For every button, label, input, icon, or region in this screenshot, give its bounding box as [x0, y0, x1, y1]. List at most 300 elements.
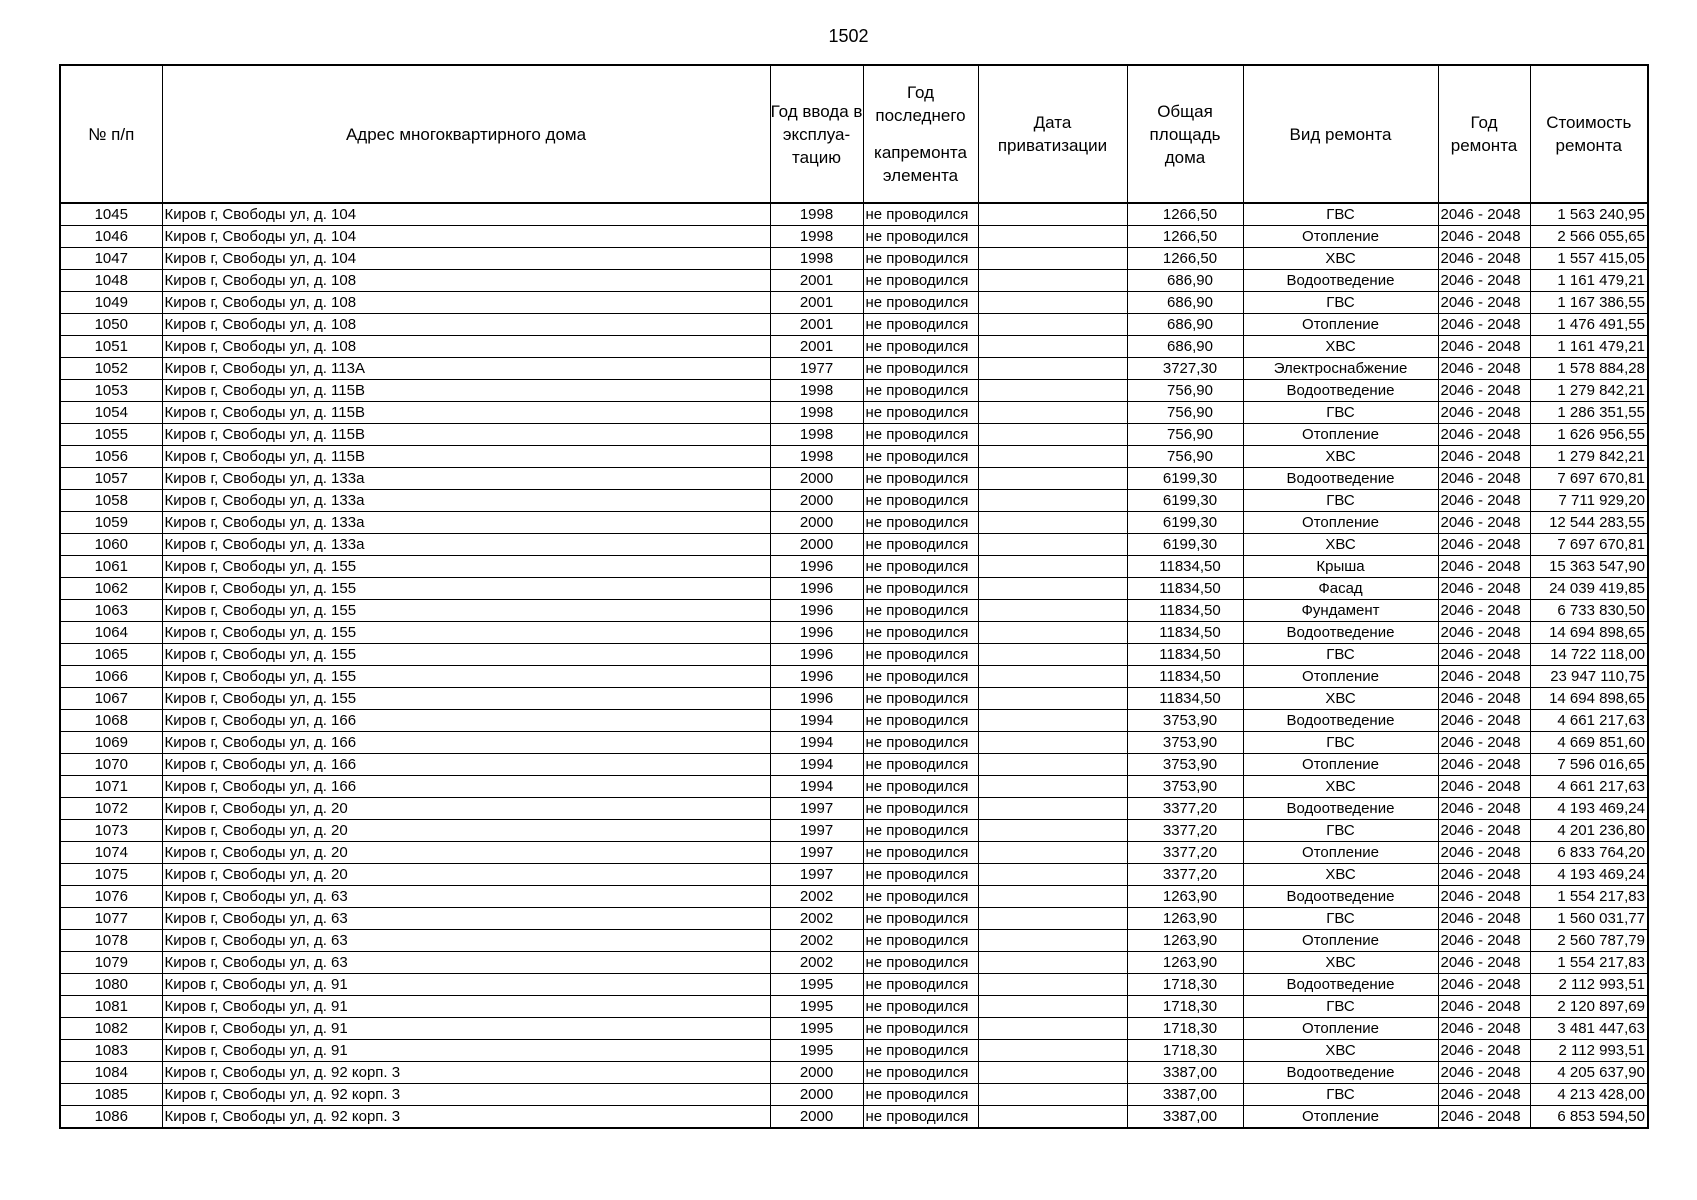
row-cost: 1 578 884,28	[1530, 358, 1648, 380]
row-cost: 15 363 547,90	[1530, 556, 1648, 578]
row-area: 686,90	[1127, 270, 1243, 292]
table-row	[60, 424, 1648, 446]
row-repair-kind: ГВС	[1243, 1084, 1438, 1106]
row-privatization	[978, 468, 1127, 490]
row-year-built: 2000	[770, 512, 863, 534]
row-area: 1718,30	[1127, 1018, 1243, 1040]
row-year-built: 2001	[770, 292, 863, 314]
table-row	[60, 952, 1648, 974]
row-address: Киров г, Свободы ул, д. 166	[162, 776, 770, 798]
header-repair-kind: Вид ремонта	[1243, 65, 1438, 203]
row-privatization	[978, 1062, 1127, 1084]
row-repair-kind: Водоотведение	[1243, 710, 1438, 732]
row-repair-kind: ХВС	[1243, 1040, 1438, 1062]
row-cost: 14 694 898,65	[1530, 688, 1648, 710]
row-repair-period: 2046 - 2048	[1438, 226, 1530, 248]
row-area: 11834,50	[1127, 578, 1243, 600]
row-last-repair: не проводился	[863, 1062, 978, 1084]
row-year-built: 1997	[770, 842, 863, 864]
row-number: 1060	[60, 534, 162, 556]
row-privatization	[978, 380, 1127, 402]
row-repair-period: 2046 - 2048	[1438, 864, 1530, 886]
row-area: 11834,50	[1127, 688, 1243, 710]
table-row	[60, 666, 1648, 688]
row-year-built: 2001	[770, 270, 863, 292]
row-number: 1076	[60, 886, 162, 908]
row-address: Киров г, Свободы ул, д. 104	[162, 203, 770, 226]
row-number: 1085	[60, 1084, 162, 1106]
table-row	[60, 358, 1648, 380]
row-year-built: 2002	[770, 930, 863, 952]
row-privatization	[978, 1018, 1127, 1040]
row-area: 3727,30	[1127, 358, 1243, 380]
row-address: Киров г, Свободы ул, д. 92 корп. 3	[162, 1084, 770, 1106]
row-repair-kind: ХВС	[1243, 688, 1438, 710]
row-last-repair: не проводился	[863, 556, 978, 578]
row-number: 1066	[60, 666, 162, 688]
row-privatization	[978, 490, 1127, 512]
row-repair-period: 2046 - 2048	[1438, 270, 1530, 292]
row-last-repair: не проводился	[863, 842, 978, 864]
table-row	[60, 820, 1648, 842]
row-privatization	[978, 556, 1127, 578]
row-area: 6199,30	[1127, 468, 1243, 490]
row-number: 1061	[60, 556, 162, 578]
row-area: 11834,50	[1127, 600, 1243, 622]
row-area: 11834,50	[1127, 644, 1243, 666]
row-address: Киров г, Свободы ул, д. 155	[162, 688, 770, 710]
table-row	[60, 688, 1648, 710]
row-area: 1266,50	[1127, 226, 1243, 248]
row-repair-kind: Водоотведение	[1243, 798, 1438, 820]
row-year-built: 2002	[770, 952, 863, 974]
row-repair-kind: Водоотведение	[1243, 886, 1438, 908]
table-row	[60, 798, 1648, 820]
table-row	[60, 468, 1648, 490]
row-cost: 4 193 469,24	[1530, 864, 1648, 886]
row-address: Киров г, Свободы ул, д. 108	[162, 292, 770, 314]
row-cost: 1 279 842,21	[1530, 446, 1648, 468]
row-address: Киров г, Свободы ул, д. 133а	[162, 534, 770, 556]
row-repair-period: 2046 - 2048	[1438, 996, 1530, 1018]
table-row	[60, 512, 1648, 534]
table-row	[60, 556, 1648, 578]
row-area: 11834,50	[1127, 622, 1243, 644]
row-repair-kind: Фундамент	[1243, 600, 1438, 622]
row-repair-kind: Отопление	[1243, 226, 1438, 248]
row-year-built: 1995	[770, 974, 863, 996]
row-address: Киров г, Свободы ул, д. 20	[162, 864, 770, 886]
row-number: 1049	[60, 292, 162, 314]
row-address: Киров г, Свободы ул, д. 166	[162, 732, 770, 754]
row-number: 1064	[60, 622, 162, 644]
row-address: Киров г, Свободы ул, д. 92 корп. 3	[162, 1062, 770, 1084]
row-repair-period: 2046 - 2048	[1438, 534, 1530, 556]
row-privatization	[978, 798, 1127, 820]
row-cost: 7 697 670,81	[1530, 534, 1648, 556]
row-number: 1075	[60, 864, 162, 886]
row-last-repair: не проводился	[863, 820, 978, 842]
row-repair-period: 2046 - 2048	[1438, 1084, 1530, 1106]
row-repair-period: 2046 - 2048	[1438, 930, 1530, 952]
row-repair-kind: ХВС	[1243, 534, 1438, 556]
row-repair-period: 2046 - 2048	[1438, 666, 1530, 688]
row-area: 1718,30	[1127, 996, 1243, 1018]
row-cost: 4 213 428,00	[1530, 1084, 1648, 1106]
row-address: Киров г, Свободы ул, д. 166	[162, 754, 770, 776]
row-privatization	[978, 622, 1127, 644]
row-address: Киров г, Свободы ул, д. 133а	[162, 468, 770, 490]
header-num: № п/п	[60, 65, 162, 203]
row-repair-kind: ХВС	[1243, 336, 1438, 358]
row-number: 1062	[60, 578, 162, 600]
row-address: Киров г, Свободы ул, д. 108	[162, 314, 770, 336]
row-repair-period: 2046 - 2048	[1438, 336, 1530, 358]
row-number: 1050	[60, 314, 162, 336]
row-year-built: 1998	[770, 248, 863, 270]
row-year-built: 1997	[770, 820, 863, 842]
row-area: 1718,30	[1127, 1040, 1243, 1062]
row-repair-kind: Отопление	[1243, 930, 1438, 952]
row-cost: 14 722 118,00	[1530, 644, 1648, 666]
row-address: Киров г, Свободы ул, д. 92 корп. 3	[162, 1106, 770, 1129]
row-year-built: 1996	[770, 688, 863, 710]
row-area: 3387,00	[1127, 1062, 1243, 1084]
row-privatization	[978, 688, 1127, 710]
row-area: 3377,20	[1127, 842, 1243, 864]
row-cost: 4 661 217,63	[1530, 710, 1648, 732]
row-area: 686,90	[1127, 314, 1243, 336]
row-privatization	[978, 292, 1127, 314]
row-area: 1263,90	[1127, 886, 1243, 908]
row-area: 3753,90	[1127, 732, 1243, 754]
row-privatization	[978, 974, 1127, 996]
row-address: Киров г, Свободы ул, д. 20	[162, 842, 770, 864]
row-cost: 14 694 898,65	[1530, 622, 1648, 644]
row-year-built: 1998	[770, 402, 863, 424]
row-repair-period: 2046 - 2048	[1438, 424, 1530, 446]
row-year-built: 1997	[770, 864, 863, 886]
table-row	[60, 402, 1648, 424]
row-last-repair: не проводился	[863, 886, 978, 908]
table-row	[60, 314, 1648, 336]
row-area: 756,90	[1127, 424, 1243, 446]
row-repair-period: 2046 - 2048	[1438, 512, 1530, 534]
row-last-repair: не проводился	[863, 203, 978, 226]
row-address: Киров г, Свободы ул, д. 133а	[162, 490, 770, 512]
row-area: 3377,20	[1127, 798, 1243, 820]
row-number: 1067	[60, 688, 162, 710]
row-cost: 2 112 993,51	[1530, 974, 1648, 996]
row-repair-kind: ХВС	[1243, 952, 1438, 974]
row-area: 1263,90	[1127, 908, 1243, 930]
row-cost: 1 557 415,05	[1530, 248, 1648, 270]
row-cost: 3 481 447,63	[1530, 1018, 1648, 1040]
row-address: Киров г, Свободы ул, д. 104	[162, 226, 770, 248]
row-privatization	[978, 270, 1127, 292]
row-number: 1058	[60, 490, 162, 512]
row-last-repair: не проводился	[863, 622, 978, 644]
header-area: Общая площадь дома	[1127, 65, 1243, 203]
row-last-repair: не проводился	[863, 446, 978, 468]
row-last-repair: не проводился	[863, 688, 978, 710]
row-address: Киров г, Свободы ул, д. 91	[162, 1040, 770, 1062]
row-cost: 1 554 217,83	[1530, 952, 1648, 974]
row-number: 1074	[60, 842, 162, 864]
row-cost: 1 279 842,21	[1530, 380, 1648, 402]
table-row	[60, 886, 1648, 908]
row-privatization	[978, 710, 1127, 732]
row-year-built: 1995	[770, 1040, 863, 1062]
row-last-repair: не проводился	[863, 908, 978, 930]
row-number: 1083	[60, 1040, 162, 1062]
row-number: 1084	[60, 1062, 162, 1084]
row-cost: 1 161 479,21	[1530, 336, 1648, 358]
row-privatization	[978, 1106, 1127, 1129]
row-last-repair: не проводился	[863, 490, 978, 512]
row-last-repair: не проводился	[863, 644, 978, 666]
table-row	[60, 336, 1648, 358]
header-last-repair-line1: Год последнего	[875, 83, 966, 125]
row-number: 1078	[60, 930, 162, 952]
row-number: 1086	[60, 1106, 162, 1129]
row-address: Киров г, Свободы ул, д. 113А	[162, 358, 770, 380]
row-address: Киров г, Свободы ул, д. 155	[162, 622, 770, 644]
row-repair-kind: ГВС	[1243, 732, 1438, 754]
row-cost: 4 669 851,60	[1530, 732, 1648, 754]
row-repair-kind: Отопление	[1243, 666, 1438, 688]
row-cost: 7 697 670,81	[1530, 468, 1648, 490]
row-number: 1045	[60, 203, 162, 226]
row-repair-kind: ГВС	[1243, 908, 1438, 930]
table-row	[60, 622, 1648, 644]
row-repair-kind: Водоотведение	[1243, 380, 1438, 402]
row-cost: 12 544 283,55	[1530, 512, 1648, 534]
row-area: 3753,90	[1127, 776, 1243, 798]
row-number: 1051	[60, 336, 162, 358]
row-address: Киров г, Свободы ул, д. 63	[162, 886, 770, 908]
table-row	[60, 974, 1648, 996]
row-year-built: 1998	[770, 446, 863, 468]
row-number: 1070	[60, 754, 162, 776]
row-repair-period: 2046 - 2048	[1438, 798, 1530, 820]
row-year-built: 1998	[770, 226, 863, 248]
row-address: Киров г, Свободы ул, д. 115В	[162, 424, 770, 446]
row-cost: 6 733 830,50	[1530, 600, 1648, 622]
row-area: 11834,50	[1127, 556, 1243, 578]
row-repair-period: 2046 - 2048	[1438, 732, 1530, 754]
table-row	[60, 996, 1648, 1018]
row-repair-period: 2046 - 2048	[1438, 908, 1530, 930]
table-row	[60, 600, 1648, 622]
row-address: Киров г, Свободы ул, д. 104	[162, 248, 770, 270]
row-privatization	[978, 446, 1127, 468]
row-address: Киров г, Свободы ул, д. 20	[162, 798, 770, 820]
row-cost: 1 286 351,55	[1530, 402, 1648, 424]
row-repair-period: 2046 - 2048	[1438, 446, 1530, 468]
row-repair-kind: ГВС	[1243, 490, 1438, 512]
row-privatization	[978, 842, 1127, 864]
table-row	[60, 1062, 1648, 1084]
header-repair-year: Год ремонта	[1438, 65, 1530, 203]
row-cost: 1 563 240,95	[1530, 203, 1648, 226]
row-repair-kind: Водоотведение	[1243, 1062, 1438, 1084]
row-repair-kind: Водоотведение	[1243, 270, 1438, 292]
table-row	[60, 842, 1648, 864]
row-privatization	[978, 754, 1127, 776]
row-last-repair: не проводился	[863, 380, 978, 402]
row-repair-kind: ХВС	[1243, 864, 1438, 886]
row-area: 3387,00	[1127, 1106, 1243, 1129]
row-year-built: 1994	[770, 732, 863, 754]
row-cost: 4 201 236,80	[1530, 820, 1648, 842]
row-privatization	[978, 886, 1127, 908]
row-area: 756,90	[1127, 380, 1243, 402]
row-repair-period: 2046 - 2048	[1438, 314, 1530, 336]
row-year-built: 2002	[770, 908, 863, 930]
header-address: Адрес многоквартирного дома	[162, 65, 770, 203]
header-last-repair	[863, 65, 978, 203]
row-year-built: 2000	[770, 1062, 863, 1084]
table-row	[60, 1084, 1648, 1106]
row-address: Киров г, Свободы ул, д. 155	[162, 666, 770, 688]
row-privatization	[978, 358, 1127, 380]
row-privatization	[978, 226, 1127, 248]
row-privatization	[978, 578, 1127, 600]
row-privatization	[978, 512, 1127, 534]
page-number: 1502	[828, 26, 869, 46]
row-year-built: 1997	[770, 798, 863, 820]
row-area: 11834,50	[1127, 666, 1243, 688]
row-repair-period: 2046 - 2048	[1438, 248, 1530, 270]
row-privatization	[978, 666, 1127, 688]
row-number: 1047	[60, 248, 162, 270]
row-cost: 7 711 929,20	[1530, 490, 1648, 512]
row-cost: 4 193 469,24	[1530, 798, 1648, 820]
row-area: 3377,20	[1127, 820, 1243, 842]
row-number: 1063	[60, 600, 162, 622]
table-row	[60, 203, 1648, 226]
row-repair-kind: ХВС	[1243, 446, 1438, 468]
table-row	[60, 270, 1648, 292]
row-number: 1072	[60, 798, 162, 820]
row-repair-period: 2046 - 2048	[1438, 644, 1530, 666]
row-year-built: 1977	[770, 358, 863, 380]
row-repair-kind: ГВС	[1243, 292, 1438, 314]
row-repair-period: 2046 - 2048	[1438, 556, 1530, 578]
row-year-built: 1998	[770, 424, 863, 446]
row-area: 1266,50	[1127, 203, 1243, 226]
row-cost: 4 661 217,63	[1530, 776, 1648, 798]
row-privatization	[978, 336, 1127, 358]
row-address: Киров г, Свободы ул, д. 20	[162, 820, 770, 842]
row-last-repair: не проводился	[863, 974, 978, 996]
row-privatization	[978, 600, 1127, 622]
row-number: 1048	[60, 270, 162, 292]
row-last-repair: не проводился	[863, 402, 978, 424]
repair-table	[59, 64, 1649, 1129]
row-address: Киров г, Свободы ул, д. 115В	[162, 380, 770, 402]
row-last-repair: не проводился	[863, 864, 978, 886]
row-cost: 2 120 897,69	[1530, 996, 1648, 1018]
table-row	[60, 1106, 1648, 1129]
row-number: 1056	[60, 446, 162, 468]
row-area: 1266,50	[1127, 248, 1243, 270]
row-year-built: 2001	[770, 314, 863, 336]
row-repair-period: 2046 - 2048	[1438, 776, 1530, 798]
table-row	[60, 930, 1648, 952]
row-last-repair: не проводился	[863, 1106, 978, 1129]
row-last-repair: не проводился	[863, 336, 978, 358]
row-last-repair: не проводился	[863, 270, 978, 292]
row-privatization	[978, 930, 1127, 952]
table-row	[60, 578, 1648, 600]
table-row	[60, 776, 1648, 798]
row-number: 1057	[60, 468, 162, 490]
row-year-built: 1994	[770, 776, 863, 798]
row-address: Киров г, Свободы ул, д. 91	[162, 996, 770, 1018]
row-address: Киров г, Свободы ул, д. 63	[162, 908, 770, 930]
row-year-built: 1994	[770, 754, 863, 776]
row-repair-kind: Отопление	[1243, 754, 1438, 776]
row-number: 1069	[60, 732, 162, 754]
row-last-repair: не проводился	[863, 424, 978, 446]
row-repair-kind: Водоотведение	[1243, 622, 1438, 644]
row-last-repair: не проводился	[863, 534, 978, 556]
row-area: 6199,30	[1127, 512, 1243, 534]
row-cost: 1 554 217,83	[1530, 886, 1648, 908]
row-repair-period: 2046 - 2048	[1438, 688, 1530, 710]
row-year-built: 1996	[770, 556, 863, 578]
row-number: 1059	[60, 512, 162, 534]
row-cost: 1 167 386,55	[1530, 292, 1648, 314]
row-repair-period: 2046 - 2048	[1438, 886, 1530, 908]
row-repair-period: 2046 - 2048	[1438, 974, 1530, 996]
row-last-repair: не проводился	[863, 710, 978, 732]
row-year-built: 2000	[770, 490, 863, 512]
row-last-repair: не проводился	[863, 952, 978, 974]
row-privatization	[978, 820, 1127, 842]
header-year-built: Год ввода в эксплуа-тацию	[770, 65, 863, 203]
row-repair-period: 2046 - 2048	[1438, 292, 1530, 314]
row-address: Киров г, Свободы ул, д. 155	[162, 578, 770, 600]
header-privatization: Дата приватизации	[978, 65, 1127, 203]
row-address: Киров г, Свободы ул, д. 133а	[162, 512, 770, 534]
row-number: 1082	[60, 1018, 162, 1040]
row-address: Киров г, Свободы ул, д. 166	[162, 710, 770, 732]
row-number: 1052	[60, 358, 162, 380]
row-last-repair: не проводился	[863, 314, 978, 336]
row-year-built: 1995	[770, 996, 863, 1018]
row-area: 6199,30	[1127, 534, 1243, 556]
row-repair-kind: ГВС	[1243, 644, 1438, 666]
row-repair-period: 2046 - 2048	[1438, 842, 1530, 864]
row-address: Киров г, Свободы ул, д. 155	[162, 556, 770, 578]
row-repair-period: 2046 - 2048	[1438, 1040, 1530, 1062]
row-privatization	[978, 952, 1127, 974]
row-address: Киров г, Свободы ул, д. 115В	[162, 402, 770, 424]
row-cost: 1 476 491,55	[1530, 314, 1648, 336]
row-repair-period: 2046 - 2048	[1438, 952, 1530, 974]
table-row	[60, 226, 1648, 248]
row-repair-kind: Водоотведение	[1243, 468, 1438, 490]
row-repair-kind: Отопление	[1243, 314, 1438, 336]
table-row	[60, 380, 1648, 402]
row-repair-period: 2046 - 2048	[1438, 820, 1530, 842]
row-year-built: 2002	[770, 886, 863, 908]
row-cost: 2 566 055,65	[1530, 226, 1648, 248]
row-privatization	[978, 424, 1127, 446]
